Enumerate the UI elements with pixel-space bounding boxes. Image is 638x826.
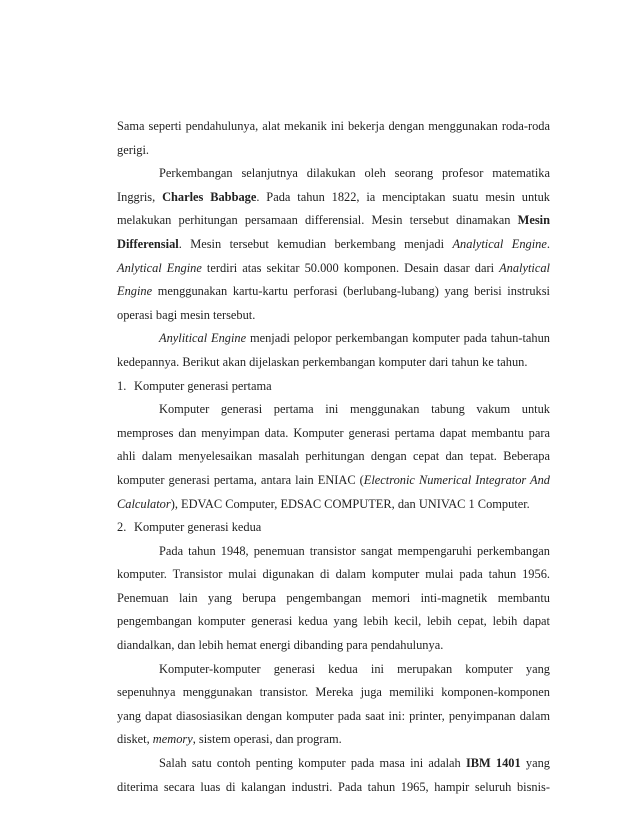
italic-text: Analytical Engine xyxy=(452,236,547,251)
text-line xyxy=(117,587,550,611)
text-line xyxy=(117,115,550,139)
body-text xyxy=(117,115,550,799)
text-run: Komputer generasi pertama xyxy=(134,378,272,393)
text-run: Sama seperti pendahulunya, alat mekanik ini bekerja dengan menggunakan roda-roda xyxy=(117,119,550,133)
bold-text: Charles Babbage xyxy=(162,189,257,204)
text-line xyxy=(117,728,550,752)
text-run: terdiri atas sekitar 50.000 komponen. Desain dasar dari xyxy=(201,260,500,275)
text-line xyxy=(117,139,550,163)
text-line xyxy=(117,752,550,776)
text-line xyxy=(117,540,550,564)
text-run: . Pada tahun 1822, ia menciptakan suatu mesin untuk xyxy=(256,189,551,204)
bold-text: IBM 1401 xyxy=(465,756,521,771)
text-run: Penemuan lain yang berupa pengembangan memori inti-magnetik membantu xyxy=(117,590,550,605)
text-line xyxy=(117,469,550,493)
italic-text: Engine xyxy=(117,284,153,299)
text-run: gerigi. xyxy=(117,142,149,157)
bold-text: Differensial xyxy=(117,236,179,251)
text-line xyxy=(117,233,550,257)
text-run: komputer generasi pertama, antara lain ENIAC ( xyxy=(117,472,364,487)
italic-text: memory xyxy=(152,732,193,747)
text-run: melakukan perhitungan persamaan differensial. Mesin tersebut dinamakan xyxy=(117,213,518,228)
text-line xyxy=(117,634,550,658)
bold-text: Mesin xyxy=(517,213,550,228)
list-number: 1. xyxy=(117,378,127,393)
text-line xyxy=(117,162,550,186)
text-line xyxy=(117,705,550,729)
text-run: kedepannya. Berikut akan dijelaskan perkembangan komputer dari tahun ke tahun. xyxy=(117,354,528,369)
text-line xyxy=(117,681,550,705)
text-line xyxy=(117,776,550,800)
text-line xyxy=(117,610,550,634)
text-line xyxy=(117,351,550,375)
text-line xyxy=(117,257,550,281)
italic-text: Anlytical Engine xyxy=(117,260,202,275)
text-run: yang dapat diasosiasikan dengan komputer pada saat ini: printer, penyimpanan dalam xyxy=(117,708,550,723)
text-run: Salah satu contoh penting komputer pada masa ini adalah xyxy=(159,756,466,771)
list-heading xyxy=(117,516,550,540)
text-run: diterima secara luas di kalangan industri. Pada tahun 1965, hampir seluruh bisnis- xyxy=(117,779,550,794)
text-run: Inggris, xyxy=(117,189,163,204)
italic-text: Calculator xyxy=(117,496,171,511)
text-line xyxy=(117,280,550,304)
text-run: ahli dalam menyelesaikan masalah perhitungan dengan cepat dan tepat. Beberapa xyxy=(117,449,550,464)
list-number: 2. xyxy=(117,520,127,535)
text-run: disket, xyxy=(117,732,153,747)
text-run: menggunakan kartu-kartu perforasi (berlubang-lubang) yang berisi instruksi xyxy=(152,284,550,299)
text-run: . xyxy=(546,236,550,251)
text-run: sepenuhnya menggunakan transistor. Mereka juga memiliki komponen-komponen xyxy=(117,685,550,700)
text-run: . Mesin tersebut kemudian berkembang menjadi xyxy=(178,236,453,251)
text-line xyxy=(117,445,550,469)
text-run: Komputer generasi pertama ini menggunakan tabung vakum untuk xyxy=(159,402,550,417)
text-run: Komputer-komputer generasi kedua ini merupakan komputer yang xyxy=(159,661,550,676)
text-line xyxy=(117,658,550,682)
text-run: diandalkan, dan lebih hemat energi dibanding para pendahulunya. xyxy=(117,638,444,653)
text-run: pengembangan komputer generasi kedua yang lebih kecil, lebih cepat, lebih dapat xyxy=(117,614,550,629)
text-run: , sistem operasi, dan program. xyxy=(192,732,342,747)
list-heading xyxy=(117,375,550,399)
text-run: Pada tahun 1948, penemuan transistor sangat mempengaruhi perkembangan xyxy=(159,543,550,558)
text-line xyxy=(117,327,550,351)
text-run: yang xyxy=(520,756,550,771)
text-line xyxy=(117,304,550,328)
text-line xyxy=(117,422,550,446)
text-line xyxy=(117,493,550,517)
text-line xyxy=(117,563,550,587)
text-line xyxy=(117,398,550,422)
text-run: Komputer generasi kedua xyxy=(134,520,262,535)
italic-text: Electronic Numerical Integrator And xyxy=(363,472,550,487)
text-run: ), EDVAC Computer, EDSAC COMPUTER, dan UNIVAC 1 Computer. xyxy=(170,496,530,511)
text-run: komputer. Transistor mulai digunakan di dalam komputer mulai pada tahun 1956. xyxy=(117,567,550,582)
text-run: Perkembangan selanjutnya dilakukan oleh seorang profesor matematika xyxy=(159,166,550,181)
text-run: memproses dan menyimpan data. Komputer generasi pertama dapat membantu para xyxy=(117,425,550,440)
text-run: operasi bagi mesin tersebut. xyxy=(117,307,256,322)
text-line xyxy=(117,209,550,233)
italic-text: Analytical xyxy=(499,260,550,275)
text-line xyxy=(117,186,550,210)
text-run: menjadi pelopor perkembangan komputer pada tahun-tahun xyxy=(246,331,550,346)
italic-text: Anylitical Engine xyxy=(159,331,247,346)
